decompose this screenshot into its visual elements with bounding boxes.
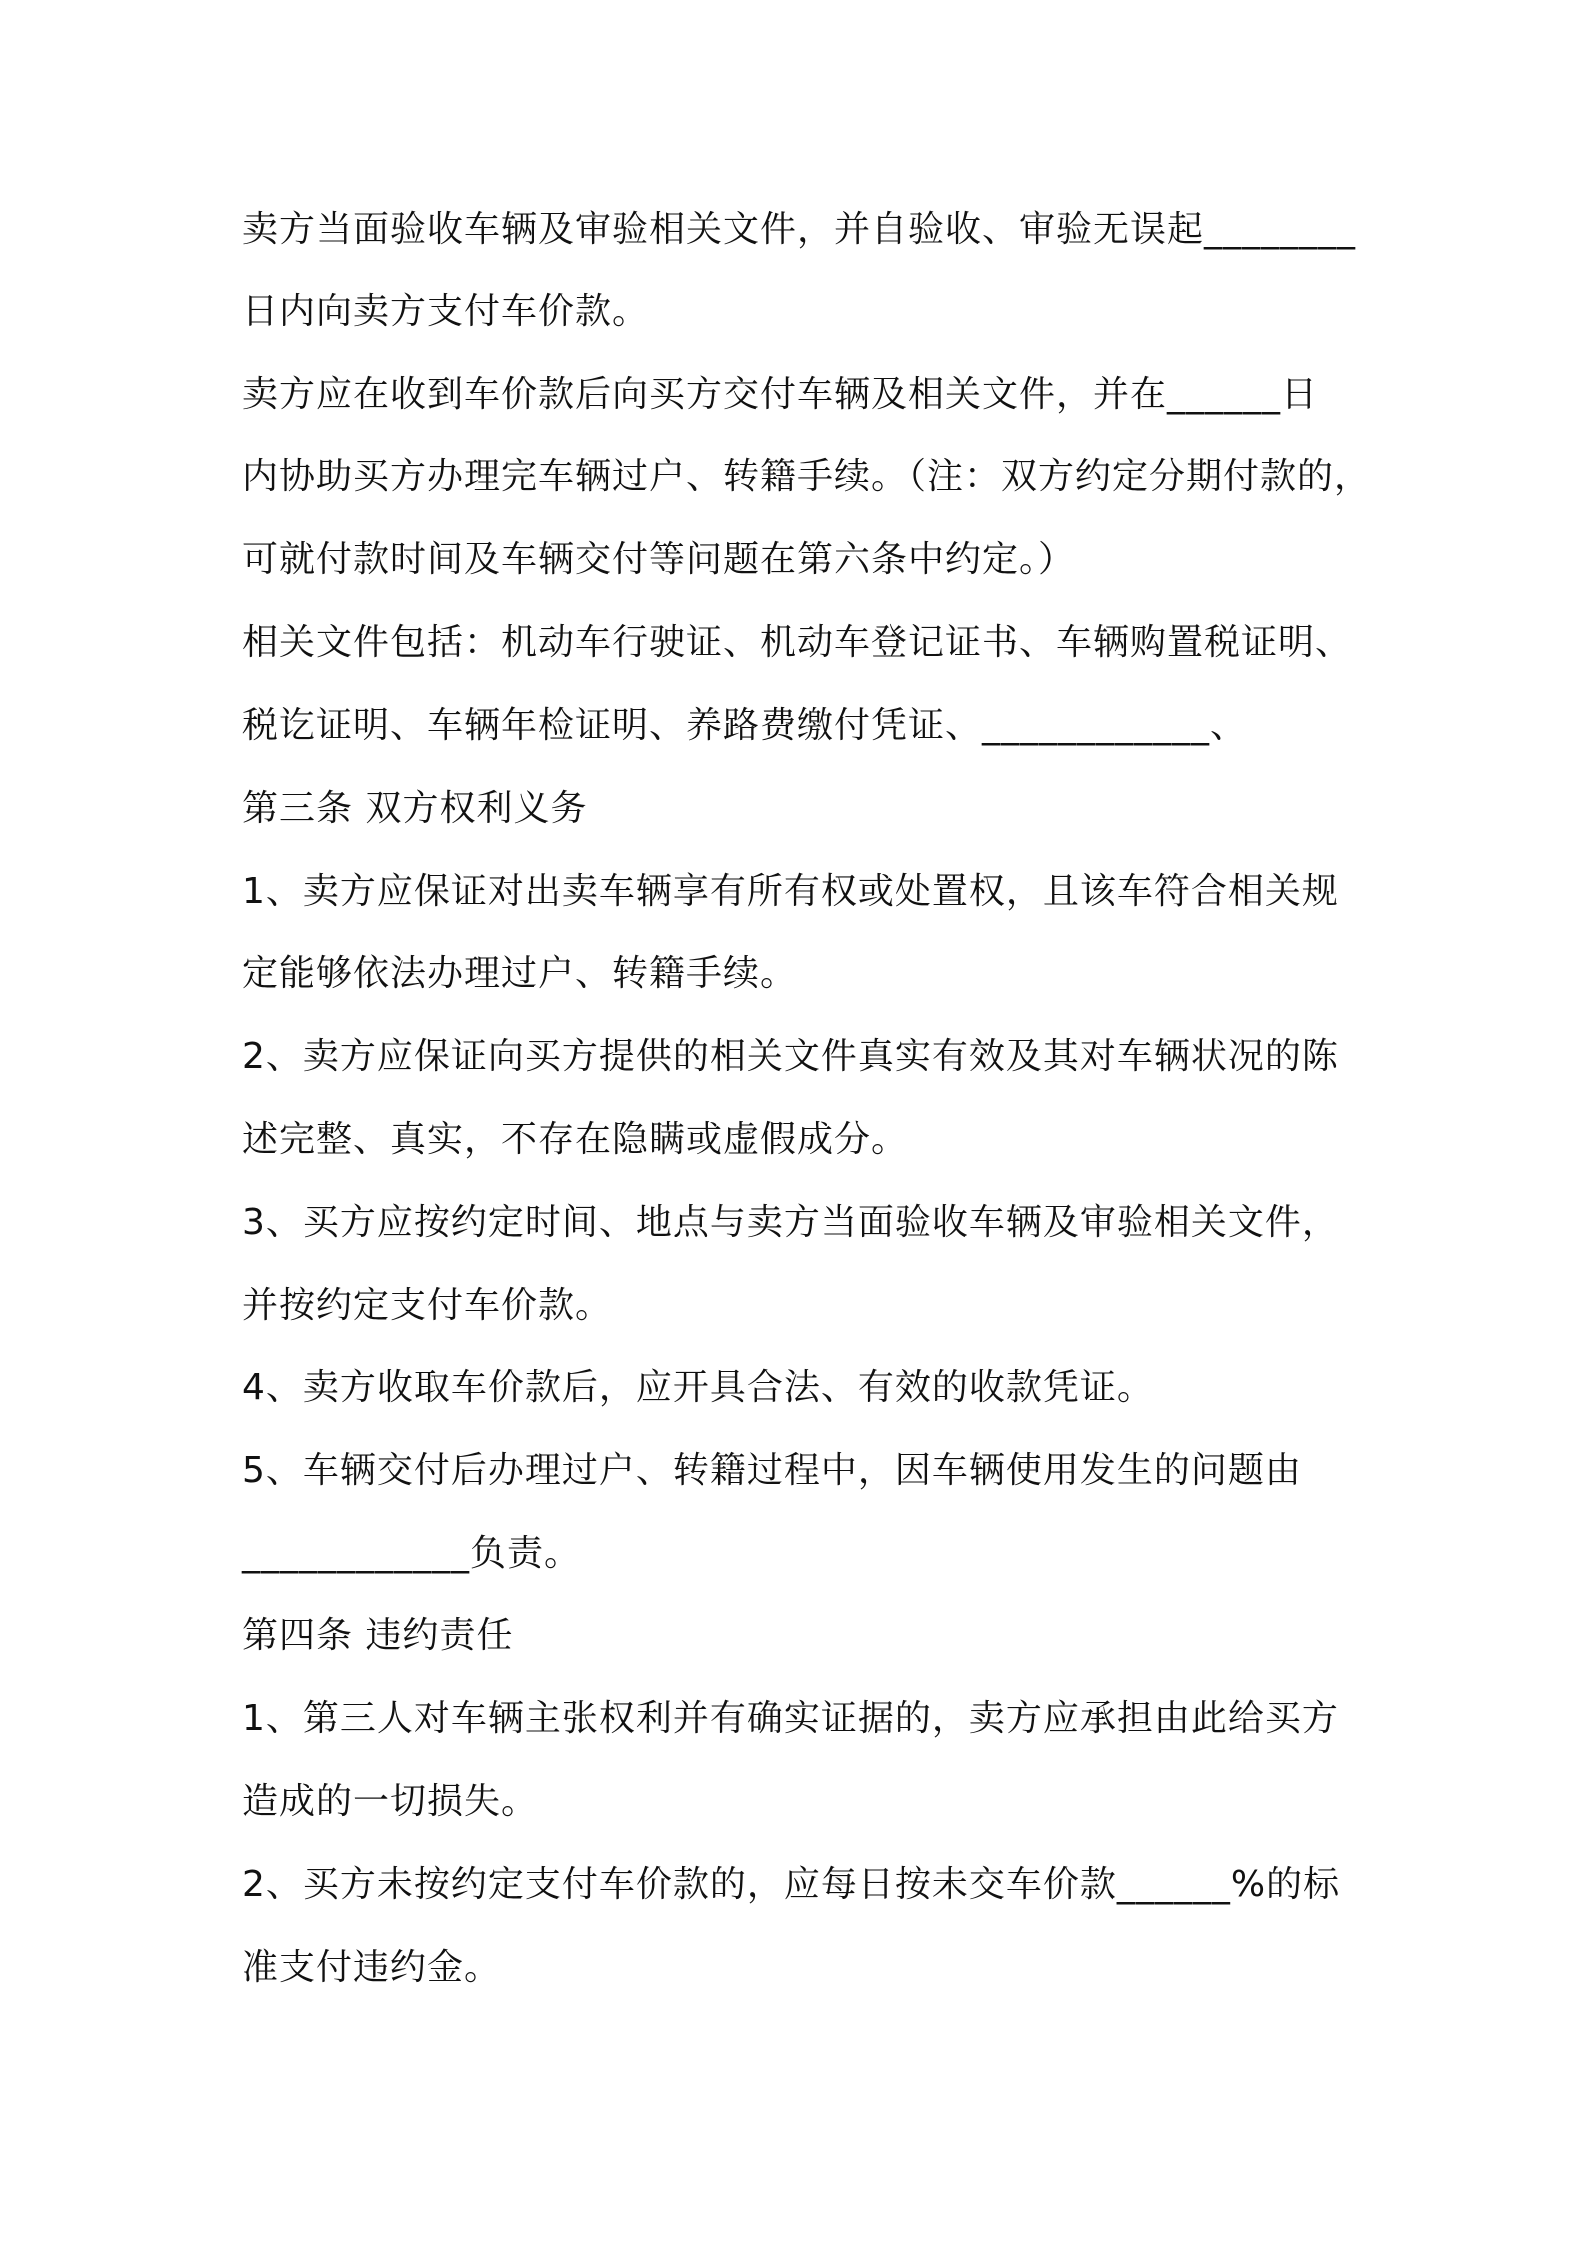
section-heading: 第四条 违约责任	[242, 1615, 514, 1656]
text-line: 并按约定支付车价款。	[242, 1285, 613, 1326]
text-line: 内协助买方办理完车辆过户、转籍手续。（注：双方约定分期付款的，	[242, 456, 1372, 497]
text-line: 1、卖方应保证对出卖车辆享有所有权或处置权，且该车符合相关规	[242, 871, 1339, 912]
text-line: 造成的一切损失。	[242, 1781, 539, 1822]
text-line: 准支付违约金。	[242, 1947, 502, 1988]
text-line: 2、卖方应保证向买方提供的相关文件真实有效及其对车辆状况的陈	[242, 1036, 1339, 1077]
text-line: 可就付款时间及车辆交付等问题在第六条中约定。）	[242, 539, 1076, 580]
text-line: 相关文件包括：机动车行驶证、机动车登记证书、车辆购置税证明、	[242, 622, 1353, 663]
text-line: 定能够依法办理过户、转籍手续。	[242, 953, 798, 994]
text-line: 3、买方应按约定时间、地点与卖方当面验收车辆及审验相关文件，	[242, 1202, 1339, 1243]
text-line: 日内向卖方支付车价款。	[242, 291, 650, 332]
text-line: 4、卖方收取车价款后，应开具合法、有效的收款凭证。	[242, 1367, 1154, 1408]
text-line: 税讫证明、车辆年检证明、养路费缴付凭证、____________、	[242, 705, 1248, 746]
text-line: 2、买方未按约定支付车价款的，应每日按未交车价款______%的标	[242, 1864, 1341, 1905]
section-heading: 第三条 双方权利义务	[242, 788, 588, 829]
text-line: 卖方应在收到车价款后向买方交付车辆及相关文件，并在______日	[242, 374, 1319, 415]
text-line: ____________负责。	[242, 1533, 582, 1574]
text-line: 卖方当面验收车辆及审验相关文件，并自验收、审验无误起________	[242, 209, 1357, 250]
text-line: 1、第三人对车辆主张权利并有确实证据的，卖方应承担由此给买方	[242, 1698, 1339, 1739]
text-line: 述完整、真实，不存在隐瞒或虚假成分。	[242, 1119, 909, 1160]
text-line: 5、车辆交付后办理过户、转籍过程中，因车辆使用发生的问题由	[242, 1450, 1302, 1491]
